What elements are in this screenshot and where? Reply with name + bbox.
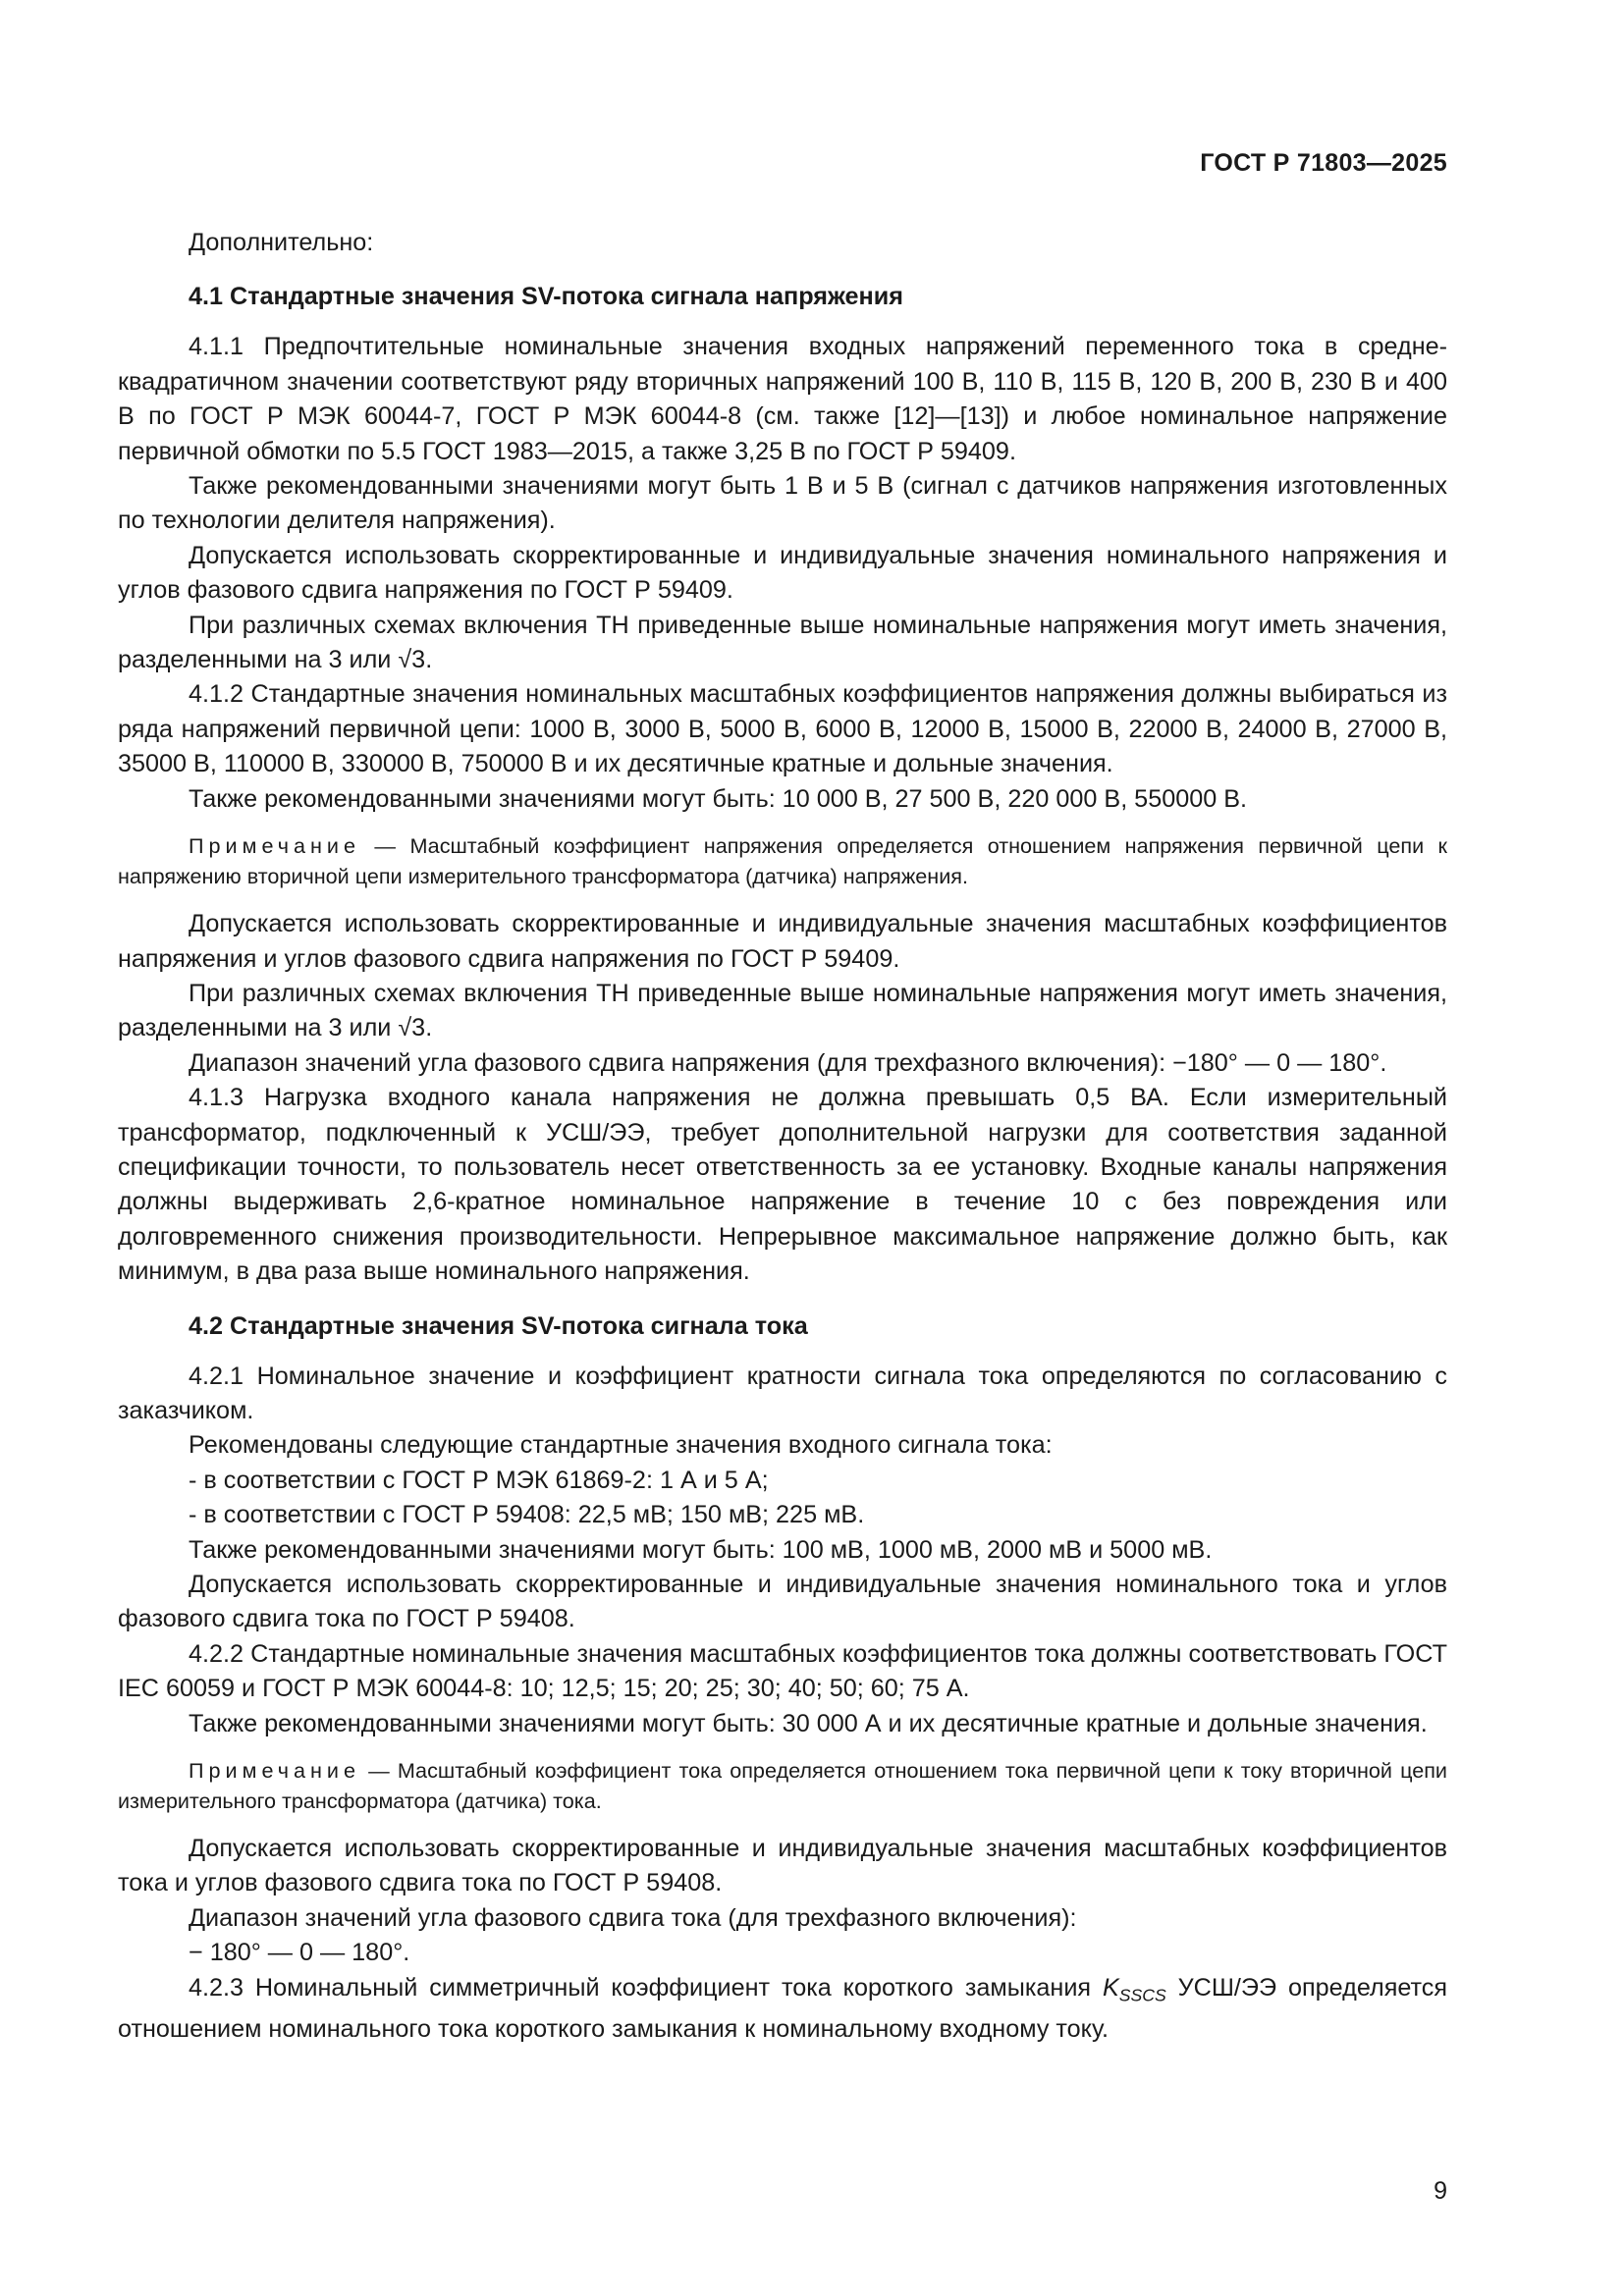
list-item: - в соответствии с ГОСТ Р МЭК 61869-2: 1 А и 5 А;	[189, 1466, 769, 1494]
paragraph-4-1-2-b: Также рекомендованными значениями могут быть: 10 000 В, 27 500 В, 220 000 В, 550000 В.	[189, 784, 1248, 813]
paragraph-4-1-2-d: При различных схемах включения ТН приведенные выше номинальные напряжения могут иметь значения, разделенными на 3 или √3.	[118, 979, 1447, 1042]
kssc-symbol: K	[1102, 1973, 1119, 2002]
paragraph-4-2-1: 4.2.1 Номинальное значение и коэффициент кратности сигнала тока определяются по согласованию с заказчиком.	[118, 1362, 1447, 1424]
paragraph-4-1-1-c: Допускается использовать скорректированные и индивидуальные значения номинального напряжения и углов фазового сдвига напряжения по ГОСТ Р 59409.	[118, 541, 1447, 605]
paragraph-4-2-2-d: Диапазон значений угла фазового сдвига тока (для трехфазного включения):	[189, 1903, 1077, 1932]
paragraph-4-1-2-e: Диапазон значений угла фазового сдвига напряжения (для трехфазного включения): −180° — 0 — 180°.	[189, 1048, 1387, 1077]
intro-paragraph: Дополнительно:	[189, 229, 374, 256]
kssc-subscript: SSCS	[1118, 1984, 1166, 2004]
note-text: — Масштабный коэффициент тока определяется отношением тока первичной цепи к току вторичной цепи измерительного трансформатора (датчика) тока.	[118, 1758, 1447, 1814]
document-page	[118, 0, 1447, 2296]
paragraph-4-1-3: 4.1.3 Нагрузка входного канала напряжения не должна превышать 0,5 ВА. Если измерительный трансформатор, подключенный к УСШ/ЭЭ, требует дополнительной нагрузки для соответствия заданной спецификации точности, то пользователь несет ответственность за ее установку. Входные каналы напряжения должны выдерживать 2,6-кратное номинальное напряжение в течение 10 с без повреждения или долговременного снижения производительности. Непрерывное максимальное напряжение должно быть, как минимум, в два раза выше номинального напряжения.	[118, 1084, 1447, 1286]
standard-designation: ГОСТ Р 71803—2025	[1200, 149, 1447, 177]
paragraph-4-1-2-c: Допускается использовать скорректированные и индивидуальные значения масштабных коэффициентов напряжения и углов фазового сдвига напряжения по ГОСТ Р 59409.	[118, 910, 1447, 973]
paragraph-4-2-2-b: Также рекомендованными значениями могут быть: 30 000 А и их десятичные кратные и дольные значения.	[189, 1709, 1428, 1737]
paragraph-4-2-3	[118, 1971, 1447, 2048]
paragraph-4-2-2-e: − 180° — 0 — 180°.	[189, 1939, 410, 1967]
paragraph-4-2-1-f: Допускается использовать скорректированные и индивидуальные значения номинального тока и углов фазового сдвига тока по ГОСТ Р 59408.	[118, 1571, 1447, 1633]
paragraph-4-1-1-d: При различных схемах включения ТН приведенные выше номинальные напряжения могут иметь значения, разделенными на 3 или √3.	[118, 611, 1447, 674]
paragraph-4-2-1-b: Рекомендованы следующие стандартные значения входного сигнала тока:	[189, 1431, 1053, 1460]
section-4-2-heading: 4.2 Стандартные значения SV-потока сигнала тока	[189, 1311, 808, 1340]
paragraph-4-1-1-b: Также рекомендованными значениями могут быть 1 В и 5 В (сигнал с датчиков напряжения изготовленных по технологии делителя напряжения).	[118, 472, 1447, 535]
document-body	[118, 226, 1447, 2048]
note-voltage	[118, 830, 1447, 891]
paragraph-4-2-3-text-b: УСШ/ЭЭ определяется отношением номинального тока короткого замыкания к номинальному входному току.	[118, 1973, 1448, 2044]
page-number: 9	[1434, 2177, 1447, 2205]
paragraph-4-2-1-e: Также рекомендованными значениями могут быть: 100 мВ, 1000 мВ, 2000 мВ и 5000 мВ.	[189, 1535, 1213, 1564]
note-label: Примечание	[189, 1758, 360, 1784]
note-label: Примечание	[189, 833, 360, 859]
paragraph-4-2-2: 4.2.2 Стандартные номинальные значения масштабных коэффициентов тока должны соответствовать ГОСТ IEC 60059 и ГОСТ Р МЭК 60044-8: 10; 12,5; 15; 20; 25; 30; 40; 50; 60; 75 А.	[118, 1639, 1447, 1703]
paragraph-4-1-2: 4.1.2 Стандартные значения номинальных масштабных коэффициентов напряжения должны выбираться из ряда напряжений первичной цепи: 1000 В, 3000 В, 5000 В, 6000 В, 12000 В, 15000 В, 22000 В, 24000 В, 27000 В, 35000 В, 110000 В, 330000 В, 750000 В и их десятичные кратные и дольные значения.	[118, 680, 1447, 778]
list-item: - в соответствии с ГОСТ Р 59408: 22,5 мВ; 150 мВ; 225 мВ.	[189, 1501, 865, 1529]
paragraph-4-2-2-c: Допускается использовать скорректированные и индивидуальные значения масштабных коэффициентов тока и углов фазового сдвига тока по ГОСТ Р 59408.	[118, 1835, 1447, 1897]
paragraph-4-1-1: 4.1.1 Предпочтительные номинальные значения входных напряжений переменного тока в средне-квадратичном значении соответствуют ряду вторичных напряжений 100 В, 110 В, 115 В, 120 В, 200 В, 230 В и 400 В по ГОСТ Р МЭК 60044-7, ГОСТ Р МЭК 60044-8 (см. также [12]—[13]) и любое номинальное напряжение первичной обмотки по 5.5 ГОСТ 1983—2015, а также 3,25 В по ГОСТ Р 59409.	[118, 333, 1447, 465]
note-text: — Масштабный коэффициент напряжения определяется отношением напряжения первичной цепи к напряжению вторичной цепи измерительного трансформатора (датчика) напряжения.	[118, 833, 1447, 889]
paragraph-4-2-3-text-a: 4.2.3 Номинальный симметричный коэффициент тока короткого замыкания	[189, 1973, 1103, 2002]
note-current	[118, 1755, 1447, 1816]
section-4-1-heading: 4.1 Стандартные значения SV-потока сигнала напряжения	[189, 283, 903, 311]
